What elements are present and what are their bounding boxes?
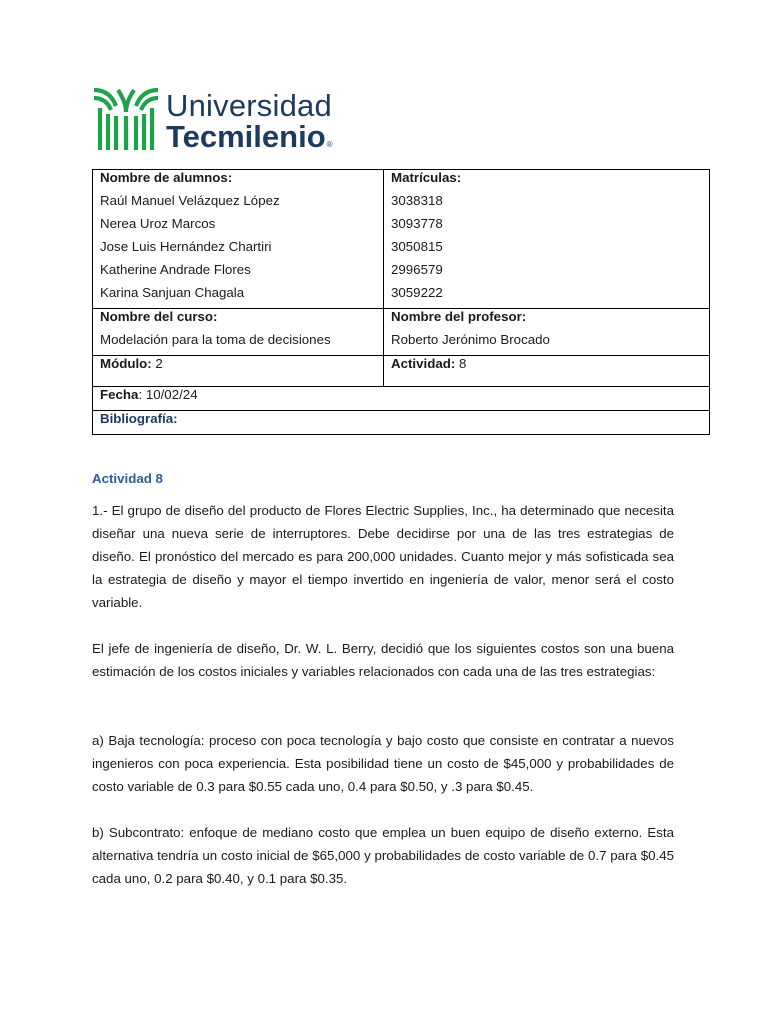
ids-label: Matrículas:: [391, 170, 462, 185]
date-cell: [93, 387, 710, 411]
professor-label: Nombre del profesor:: [391, 309, 527, 324]
logo-wordmark-tecmilenio: Tecmilenio®: [166, 119, 333, 154]
student-name: Katherine Andrade Flores: [100, 262, 251, 277]
module-value: 2: [151, 356, 163, 371]
course-row: [93, 309, 710, 356]
course-name: Modelación para la toma de decisiones: [100, 332, 331, 347]
course-label: Nombre del curso:: [100, 309, 218, 324]
tecmilenio-emblem-icon: [92, 86, 160, 154]
logo-wordmark-universidad: Universidad: [166, 88, 332, 123]
ids-cell: [384, 170, 710, 309]
professor-name: Roberto Jerónimo Brocado: [391, 332, 550, 347]
date-value: : 10/02/24: [138, 387, 198, 402]
student-id: 3093778: [391, 216, 443, 231]
students-label: Nombre de alumnos:: [100, 170, 233, 185]
module-row: [93, 356, 710, 387]
bibliography-row: [93, 411, 710, 435]
university-logo: [92, 86, 352, 154]
students-cell: [93, 170, 384, 309]
date-line: [100, 387, 702, 410]
date-row: [93, 387, 710, 411]
paragraph-option-b: b) Subcontrato: enfoque de mediano costo que emplea un buen equipo de diseño externo. Esta alternativa tendría un costo inicial de $65,000 y probabilidades de costo variable de 0.7 para $0.45 cada uno, 0.2 para $0.40, y 0.1 para $0.35.: [92, 825, 674, 886]
student-info-table: [92, 169, 710, 435]
date-label: Fecha: [100, 387, 139, 402]
bibliography-label: Bibliografía:: [100, 411, 178, 426]
student-id: 3059222: [391, 285, 443, 300]
activity-heading: Actividad 8: [92, 471, 163, 486]
student-id: 2996579: [391, 262, 443, 277]
professor-cell: [384, 309, 710, 356]
student-name: Karina Sanjuan Chagala: [100, 285, 245, 300]
paragraph-problem-intro: 1.- El grupo de diseño del producto de Flores Electric Supplies, Inc., ha determinado que necesita diseñar una nueva serie de interruptores. Debe decidirse por una de las tres estrategias de diseño. El pronóstico del mercado es para 200,000 unidades. Cuanto mejor y más sofisticada sea la estrategia de diseño y mayor el tiempo invertido en ingeniería de valor, menor será el costo variable.: [92, 503, 674, 610]
student-name: Jose Luis Hernández Chartiri: [100, 239, 272, 254]
activity-line: [391, 356, 702, 379]
students-row: [93, 170, 710, 309]
paragraph-option-a: a) Baja tecnología: proceso con poca tecnología y bajo costo que consiste en contratar a nuevos ingenieros con poca experiencia. Esta posibilidad tiene un costo de $45,000 y probabilidades de costo variable de 0.3 para $0.55 cada uno, 0.4 para $0.50, y .3 para $0.45.: [92, 733, 674, 794]
activity-cell: [384, 356, 710, 387]
student-name: Raúl Manuel Velázquez López: [100, 193, 280, 208]
activity-label: Actividad:: [391, 356, 456, 371]
student-id: 3038318: [391, 193, 443, 208]
paragraph-engineering-head: El jefe de ingeniería de diseño, Dr. W. L. Berry, decidió que los siguientes costos son una buena estimación de los costos iniciales y variables relacionados con cada una de las tres estrategias:: [92, 641, 674, 679]
module-label: Módulo:: [100, 356, 152, 371]
module-line: [100, 356, 376, 379]
student-id: 3050815: [391, 239, 443, 254]
student-name: Nerea Uroz Marcos: [100, 216, 216, 231]
course-cell: [93, 309, 384, 356]
module-cell: [93, 356, 384, 387]
registered-mark: ®: [326, 140, 333, 149]
activity-value: 8: [455, 356, 467, 371]
bibliography-cell: [93, 411, 710, 435]
